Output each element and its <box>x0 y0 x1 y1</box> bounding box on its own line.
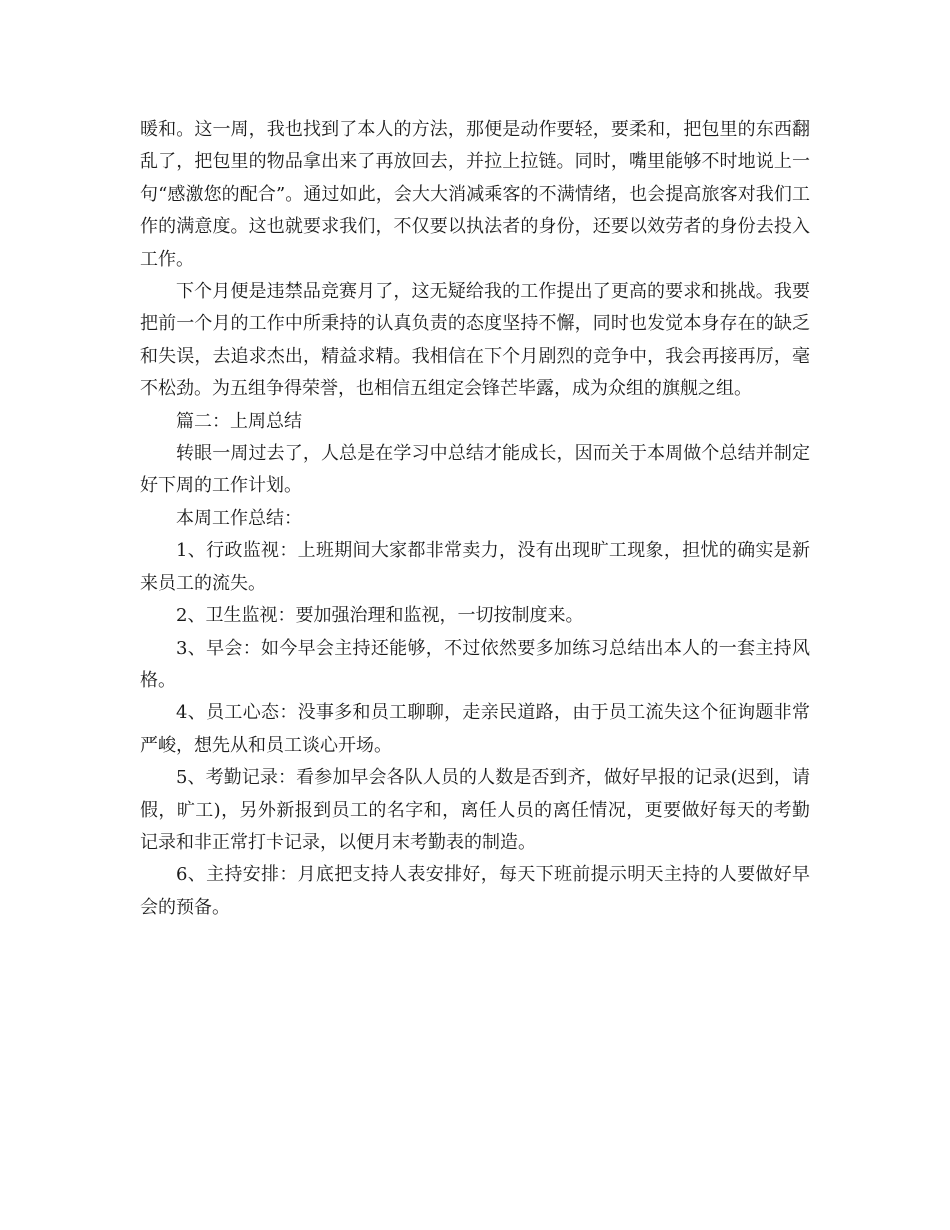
document-body <box>140 114 810 924</box>
list-item-meeting: 3、早会：如今早会主持还能够，不过依然要多加练习总结出本人的一套主持风格。 <box>140 637 810 691</box>
list-item-attendance: 5、考勤记录：看参加早会各队人员的人数是否到齐，做好早报的记录(迟到，请假，旷工)，另外新报到员工的名字和，离任人员的离任情况，更要做好每天的考勤记录和非正常打卡记录，以便月末考勤表的制造。 <box>140 767 810 853</box>
paragraph-continued: 暖和。这一周，我也找到了本人的方法，那便是动作要轻，要柔和，把包里的东西翻乱了，把包里的物品拿出来了再放回去，并拉上拉链。同时，嘴里能够不时地说上一句“感激您的配合”。通过如此，会大大消减乘客的不满情绪，也会提高旅客对我们工作的满意度。这也就要求我们，不仅要以执法者的身份，还要以效劳者的身份去投入工作。 <box>140 119 810 270</box>
list-item-hygiene: 2、卫生监视：要加强治理和监视，一切按制度来。 <box>176 605 584 627</box>
list-item-admin: 1、行政监视：上班期间大家都非常卖力，没有出现旷工现象，担忧的确实是新来员工的流失。 <box>140 540 810 594</box>
section-heading: 篇二：上周总结 <box>176 410 302 432</box>
paragraph-intro: 转眼一周过去了，人总是在学习中总结才能成长，因而关于本周做个总结并制定好下周的工作计划。 <box>140 443 810 497</box>
paragraph-next-month: 下个月便是违禁品竞赛月了，这无疑给我的工作提出了更高的要求和挑战。我要把前一个月的工作中所秉持的认真负责的态度坚持不懈，同时也发觉本身存在的缺乏和失误，去追求杰出，精益求精。我相信在下个月剧烈的竞争中，我会再接再厉，毫不松劲。为五组争得荣誉，也相信五组定会锋芒毕露，成为众组的旗舰之组。 <box>140 281 810 400</box>
paragraph-summary-label: 本周工作总结： <box>176 507 302 529</box>
list-item-mindset: 4、员工心态：没事多和员工聊聊，走亲民道路，由于员工流失这个征询题非常严峻，想先从和员工谈心开场。 <box>140 702 810 756</box>
list-item-host: 6、主持安排：月底把支持人表安排好，每天下班前提示明天主持的人要做好早会的预备。 <box>140 864 810 918</box>
